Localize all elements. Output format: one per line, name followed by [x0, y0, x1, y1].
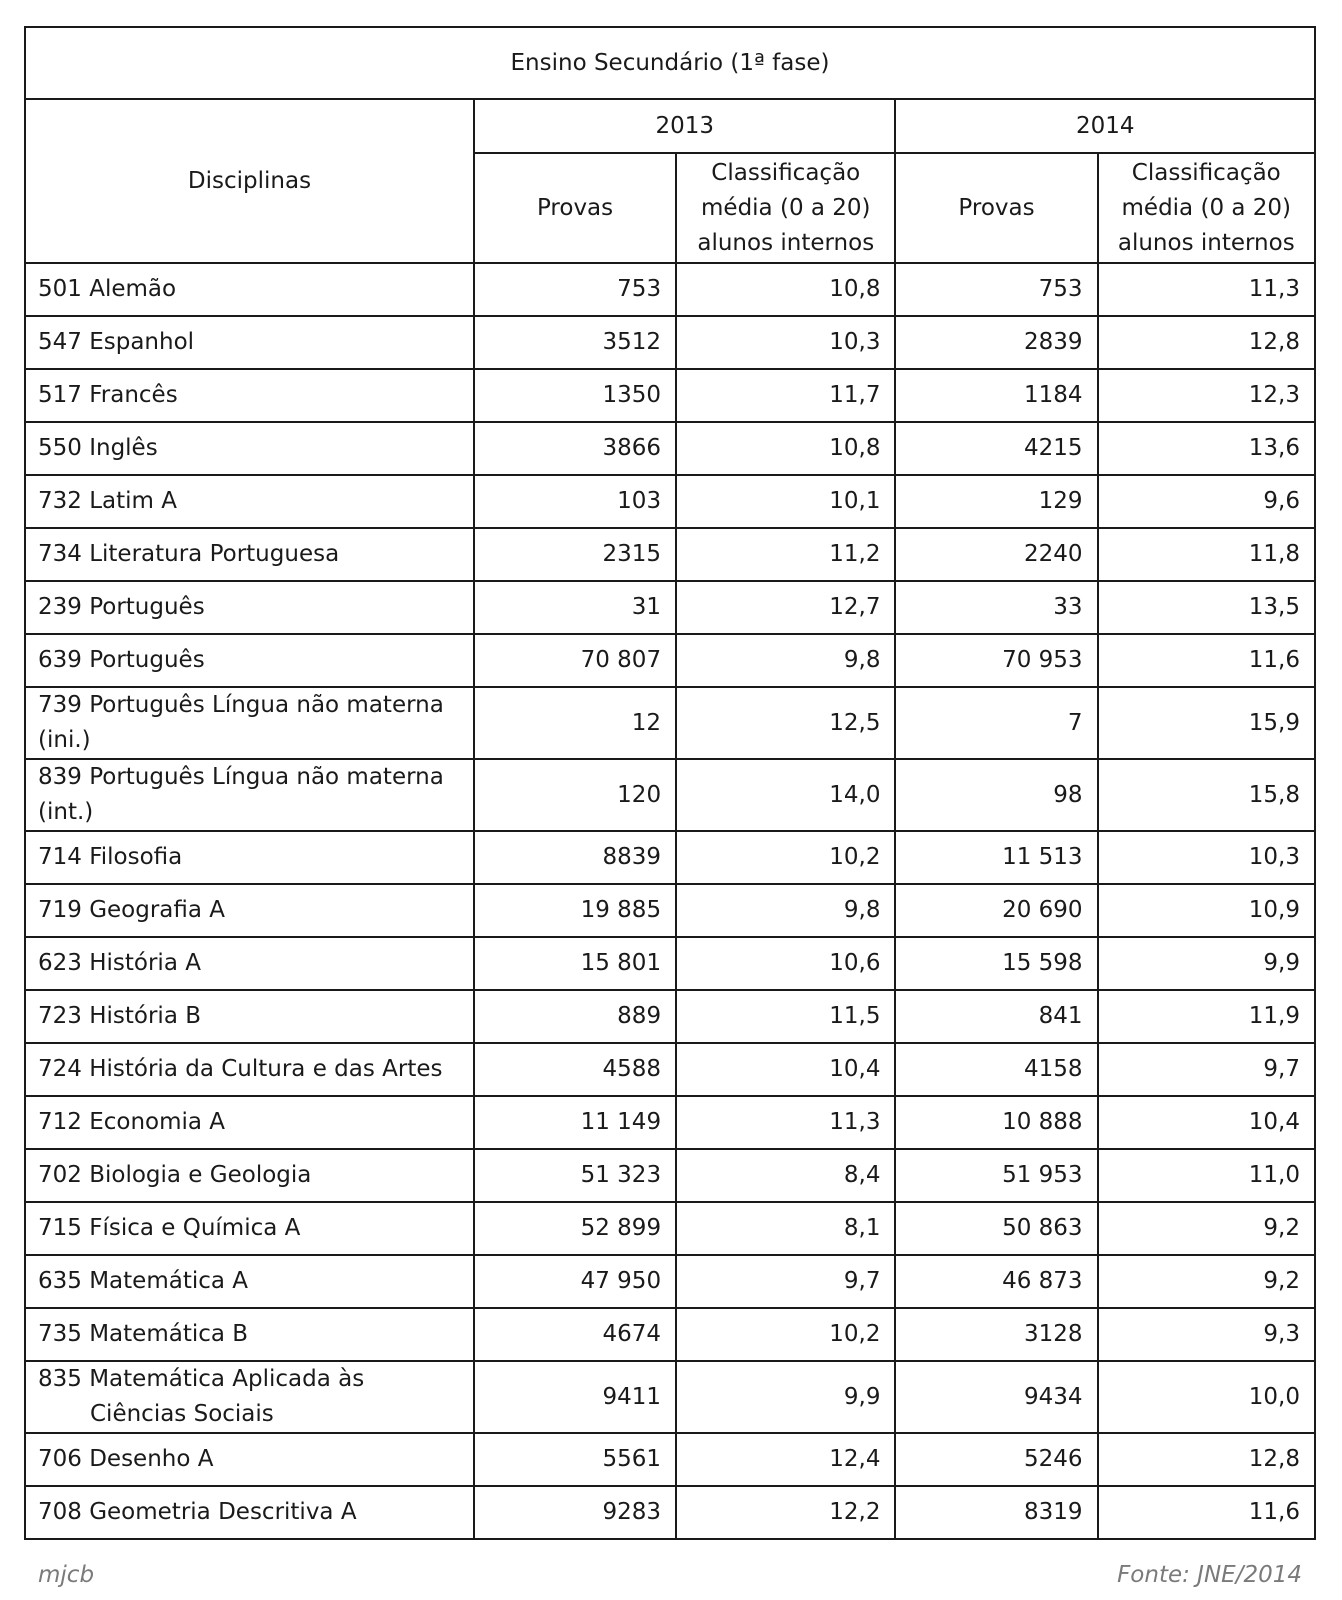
provas-2014-cell: 2839 — [895, 316, 1097, 369]
table-row — [25, 369, 1315, 422]
classificacao-2013-cell: 10,8 — [676, 422, 895, 475]
classificacao-2013-cell: 11,5 — [676, 990, 895, 1043]
provas-2014-cell: 20 690 — [895, 884, 1097, 937]
discipline-name: 706 Desenho A — [25, 1433, 474, 1486]
provas-2013-cell: 3866 — [474, 422, 676, 475]
table-row — [25, 1486, 1315, 1539]
provas-2013-cell: 5561 — [474, 1433, 676, 1486]
classificacao-2013-cell: 8,4 — [676, 1149, 895, 1202]
table-row — [25, 1096, 1315, 1149]
discipline-name: 623 História A — [25, 937, 474, 990]
classificacao-2014-cell: 13,5 — [1098, 581, 1315, 634]
provas-2014-cell: 129 — [895, 475, 1097, 528]
discipline-name: 517 Francês — [25, 369, 474, 422]
classificacao-2013-cell: 12,2 — [676, 1486, 895, 1539]
discipline-name-line: (int.) — [38, 799, 94, 825]
discipline-name: 715 Física e Química A — [25, 1202, 474, 1255]
discipline-name — [25, 687, 474, 759]
classificacao-2013-cell: 11,2 — [676, 528, 895, 581]
provas-2014-cell: 5246 — [895, 1433, 1097, 1486]
table-row — [25, 687, 1315, 759]
classificacao-2014-cell: 10,0 — [1098, 1361, 1315, 1433]
year-2014-header: 2014 — [895, 99, 1315, 153]
discipline-name-line: 835 Matemática Aplicada às — [38, 1366, 365, 1392]
classificacao-2013-cell: 9,8 — [676, 884, 895, 937]
table-row — [25, 759, 1315, 831]
author-credit: mjcb — [38, 1562, 95, 1588]
classificacao-2013-cell: 12,7 — [676, 581, 895, 634]
provas-2013-cell: 70 807 — [474, 634, 676, 687]
classificacao-2013-cell: 10,6 — [676, 937, 895, 990]
classificacao-2013-cell: 10,2 — [676, 1308, 895, 1361]
discipline-name: 735 Matemática B — [25, 1308, 474, 1361]
classificacao-2014-cell: 12,8 — [1098, 316, 1315, 369]
provas-2014-cell: 33 — [895, 581, 1097, 634]
classificacao-2013-cell: 9,9 — [676, 1361, 895, 1433]
provas-2013-cell: 103 — [474, 475, 676, 528]
provas-2014-cell: 11 513 — [895, 831, 1097, 884]
discipline-name: 732 Latim A — [25, 475, 474, 528]
classificacao-2014-cell: 15,9 — [1098, 687, 1315, 759]
discipline-name: 719 Geografia A — [25, 884, 474, 937]
provas-2013-cell: 9411 — [474, 1361, 676, 1433]
table-body — [25, 263, 1315, 1539]
provas-2014-cell: 753 — [895, 263, 1097, 316]
provas-2013-header: Provas — [474, 153, 676, 263]
provas-2014-cell: 50 863 — [895, 1202, 1097, 1255]
provas-2013-cell: 120 — [474, 759, 676, 831]
table-row — [25, 1043, 1315, 1096]
discipline-name: 501 Alemão — [25, 263, 474, 316]
provas-2013-cell: 19 885 — [474, 884, 676, 937]
classificacao-2013-cell: 11,3 — [676, 1096, 895, 1149]
source-credit: Fonte: JNE/2014 — [1117, 1562, 1302, 1588]
classificacao-2014-cell: 11,0 — [1098, 1149, 1315, 1202]
provas-2013-cell: 52 899 — [474, 1202, 676, 1255]
provas-2013-cell: 9283 — [474, 1486, 676, 1539]
provas-2014-cell: 841 — [895, 990, 1097, 1043]
provas-2013-cell: 889 — [474, 990, 676, 1043]
classificacao-2014-cell: 9,7 — [1098, 1043, 1315, 1096]
classificacao-2014-cell: 11,6 — [1098, 634, 1315, 687]
year-2013-header: 2013 — [474, 99, 895, 153]
classificacao-2014-cell: 11,6 — [1098, 1486, 1315, 1539]
discipline-name: 714 Filosofia — [25, 831, 474, 884]
provas-2014-cell: 4158 — [895, 1043, 1097, 1096]
provas-2014-cell: 51 953 — [895, 1149, 1097, 1202]
discipline-name: 635 Matemática A — [25, 1255, 474, 1308]
discipline-name: 547 Espanhol — [25, 316, 474, 369]
provas-2014-cell: 98 — [895, 759, 1097, 831]
provas-2013-cell: 1350 — [474, 369, 676, 422]
results-table — [24, 26, 1316, 1540]
discipline-name: 239 Português — [25, 581, 474, 634]
provas-2013-cell: 15 801 — [474, 937, 676, 990]
provas-2013-cell: 8839 — [474, 831, 676, 884]
classificacao-2013-cell: 10,1 — [676, 475, 895, 528]
table-row — [25, 316, 1315, 369]
classificacao-2014-cell: 10,4 — [1098, 1096, 1315, 1149]
discipline-name: 724 História da Cultura e das Artes — [25, 1043, 474, 1096]
classificacao-2013-cell: 12,4 — [676, 1433, 895, 1486]
provas-2013-cell: 3512 — [474, 316, 676, 369]
classificacao-2013-cell: 14,0 — [676, 759, 895, 831]
provas-2013-cell: 2315 — [474, 528, 676, 581]
table-row — [25, 528, 1315, 581]
table-row — [25, 1361, 1315, 1433]
classificacao-2014-cell: 11,3 — [1098, 263, 1315, 316]
classificacao-2013-header: Classificação média (0 a 20) alunos internos — [676, 153, 895, 263]
classificacao-2013-cell: 8,1 — [676, 1202, 895, 1255]
provas-2014-cell: 7 — [895, 687, 1097, 759]
table-row — [25, 831, 1315, 884]
provas-2013-cell: 51 323 — [474, 1149, 676, 1202]
provas-2013-cell: 12 — [474, 687, 676, 759]
discipline-name: 723 História B — [25, 990, 474, 1043]
table-row — [25, 475, 1315, 528]
provas-2013-cell: 753 — [474, 263, 676, 316]
classificacao-2014-cell: 12,3 — [1098, 369, 1315, 422]
provas-2013-cell: 47 950 — [474, 1255, 676, 1308]
provas-2014-cell: 4215 — [895, 422, 1097, 475]
classificacao-2014-cell: 15,8 — [1098, 759, 1315, 831]
discipline-name: 702 Biologia e Geologia — [25, 1149, 474, 1202]
provas-2014-cell: 10 888 — [895, 1096, 1097, 1149]
classificacao-2014-cell: 9,2 — [1098, 1255, 1315, 1308]
discipline-name — [25, 759, 474, 831]
discipline-name — [25, 1361, 474, 1433]
table-row — [25, 1433, 1315, 1486]
classificacao-2013-cell: 9,7 — [676, 1255, 895, 1308]
discipline-name-line: 839 Português Língua não materna — [38, 764, 444, 790]
classificacao-2014-cell: 11,9 — [1098, 990, 1315, 1043]
classificacao-2014-cell: 9,2 — [1098, 1202, 1315, 1255]
table-row — [25, 937, 1315, 990]
table-row — [25, 1308, 1315, 1361]
classificacao-2013-cell: 10,3 — [676, 316, 895, 369]
table-row — [25, 990, 1315, 1043]
table-row — [25, 581, 1315, 634]
classificacao-2014-cell: 11,8 — [1098, 528, 1315, 581]
table-title: Ensino Secundário (1ª fase) — [25, 27, 1315, 99]
provas-2014-cell: 1184 — [895, 369, 1097, 422]
classificacao-2013-cell: 11,7 — [676, 369, 895, 422]
provas-2013-cell: 4674 — [474, 1308, 676, 1361]
disciplinas-header: Disciplinas — [25, 99, 474, 263]
provas-2014-cell: 2240 — [895, 528, 1097, 581]
provas-2014-header: Provas — [895, 153, 1097, 263]
table-row — [25, 263, 1315, 316]
table-row — [25, 1202, 1315, 1255]
classificacao-2014-cell: 10,3 — [1098, 831, 1315, 884]
discipline-name: 639 Português — [25, 634, 474, 687]
classificacao-2013-cell: 10,2 — [676, 831, 895, 884]
discipline-name: 712 Economia A — [25, 1096, 474, 1149]
provas-2014-cell: 46 873 — [895, 1255, 1097, 1308]
classificacao-2013-cell: 10,8 — [676, 263, 895, 316]
classificacao-2013-cell: 12,5 — [676, 687, 895, 759]
classificacao-2014-cell: 9,6 — [1098, 475, 1315, 528]
provas-2014-cell: 8319 — [895, 1486, 1097, 1539]
table-row — [25, 1149, 1315, 1202]
table-row — [25, 1255, 1315, 1308]
discipline-name-line: Ciências Sociais — [90, 1401, 274, 1427]
table-row — [25, 884, 1315, 937]
table-row — [25, 634, 1315, 687]
discipline-name-line: (ini.) — [38, 727, 91, 753]
provas-2013-cell: 11 149 — [474, 1096, 676, 1149]
table-row — [25, 422, 1315, 475]
classificacao-2014-header: Classificação média (0 a 20) alunos internos — [1098, 153, 1315, 263]
classificacao-2013-cell: 9,8 — [676, 634, 895, 687]
classificacao-2014-cell: 10,9 — [1098, 884, 1315, 937]
classificacao-2014-cell: 9,9 — [1098, 937, 1315, 990]
discipline-name: 708 Geometria Descritiva A — [25, 1486, 474, 1539]
discipline-name: 734 Literatura Portuguesa — [25, 528, 474, 581]
provas-2014-cell: 70 953 — [895, 634, 1097, 687]
discipline-name-line: 739 Português Língua não materna — [38, 692, 444, 718]
discipline-name: 550 Inglês — [25, 422, 474, 475]
provas-2014-cell: 3128 — [895, 1308, 1097, 1361]
classificacao-2014-cell: 12,8 — [1098, 1433, 1315, 1486]
classificacao-2014-cell: 13,6 — [1098, 422, 1315, 475]
classificacao-2014-cell: 9,3 — [1098, 1308, 1315, 1361]
provas-2013-cell: 31 — [474, 581, 676, 634]
provas-2014-cell: 9434 — [895, 1361, 1097, 1433]
provas-2013-cell: 4588 — [474, 1043, 676, 1096]
provas-2014-cell: 15 598 — [895, 937, 1097, 990]
classificacao-2013-cell: 10,4 — [676, 1043, 895, 1096]
